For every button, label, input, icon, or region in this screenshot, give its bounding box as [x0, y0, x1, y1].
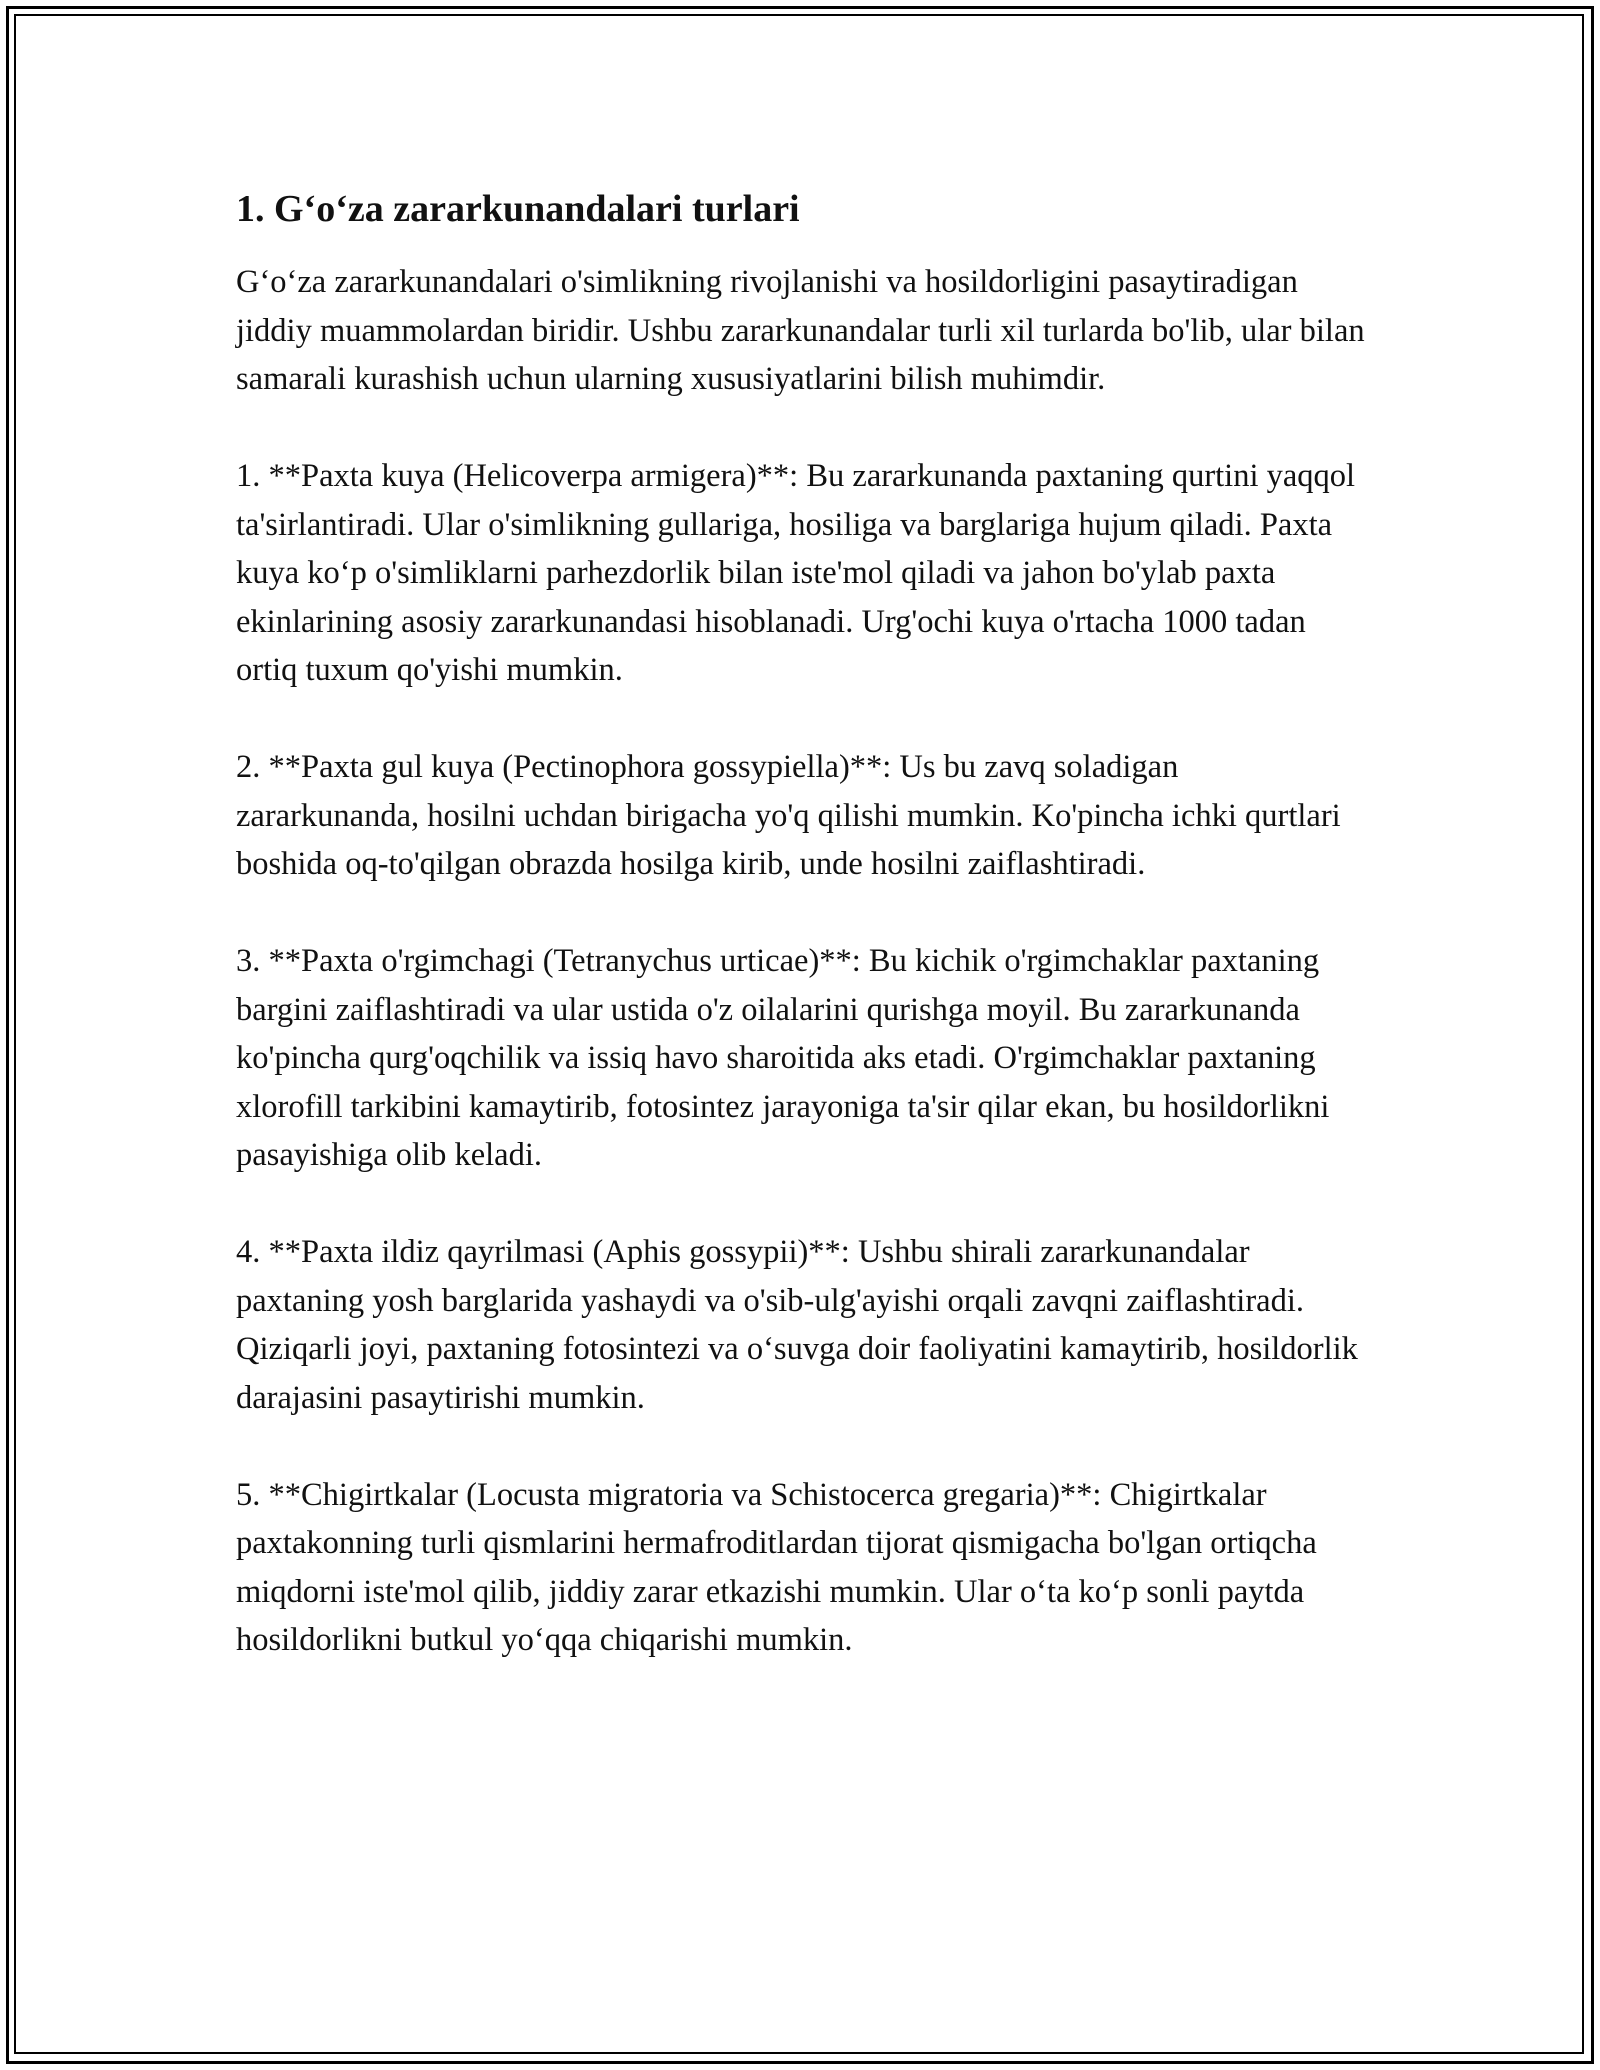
section-title: 1. G‘o‘za zararkunandalari turlari: [236, 188, 800, 230]
intro-paragraph: G‘o‘za zararkunandalari o'simlikning rivojlanishi va hosildorligini pasaytiradigan jiddiy muammolardan biridir. Ushbu zararkunandalar turli xil turlarda bo'lib, ular bilan samarali kurashish uchun ularning xususiyatlarini bilish muhimdir.: [236, 264, 1365, 397]
pest-item-3: 3. **Paxta o'rgimchagi (Tetranychus urticae)**: Bu kichik o'rgimchaklar paxtaning bargini zaiflashtiradi va ular ustida o'z oilalarini qurishga moyil. Bu zararkunanda ko'pincha qurg'oqchilik va issiq havo sharoitida aks etadi. O'rgimchaklar paxtaning xlorofill tarkibini kamaytirib, fotosintez jarayoniga ta'sir qilar ekan, bu hosildorlikni pasayishiga olib keladi.: [236, 943, 1330, 1173]
document-body: [236, 186, 1366, 1713]
pest-item-5: 5. **Chigirtkalar (Locusta migratoria va Schistocerca gregaria)**: Chigirtkalar paxtakonning turli qismlarini hermafroditlardan tijorat qismigacha bo'lgan ortiqcha miqdorni iste'mol qilib, jiddiy zarar etkazishi mumkin. Ular o‘ta ko‘p sonli paytda hosildorlikni butkul yo‘qqa chiqarishi mumkin.: [236, 1476, 1317, 1658]
pest-item-4: 4. **Paxta ildiz qayrilmasi (Aphis gossypii)**: Ushbu shirali zararkunandalar paxtaning yosh barglarida yashaydi va o'sib-ulg'ayishi orqali zavqni zaiflashtiradi. Qiziqarli joyi, paxtaning fotosintezi va o‘suvga doir faoliyatini kamaytirib, hosildorlik darajasini pasaytirishi mumkin.: [236, 1234, 1358, 1416]
pest-item-1: 1. **Paxta kuya (Helicoverpa armigera)**: Bu zararkunanda paxtaning qurtini yaqqol ta'sirlantiradi. Ular o'simlikning gullariga, hosiliga va barglariga hujum qiladi. Paxta kuya ko‘p o'simliklarni parhezdorlik bilan iste'mol qiladi va jahon bo'ylab paxta ekinlarining asosiy zararkunandasi hisoblanadi. Urg'ochi kuya o'rtacha 1000 tadan ortiq tuxum qo'yishi mumkin.: [236, 458, 1356, 688]
pest-item-2: 2. **Paxta gul kuya (Pectinophora gossypiella)**: Us bu zavq soladigan zararkunanda, hosilni uchdan birigacha yo'q qilishi mumkin. Ko'pincha ichki qurtlari boshida oq-to'qilgan obrazda hosilga kirib, unde hosilni zaiflashtiradi.: [236, 749, 1341, 882]
